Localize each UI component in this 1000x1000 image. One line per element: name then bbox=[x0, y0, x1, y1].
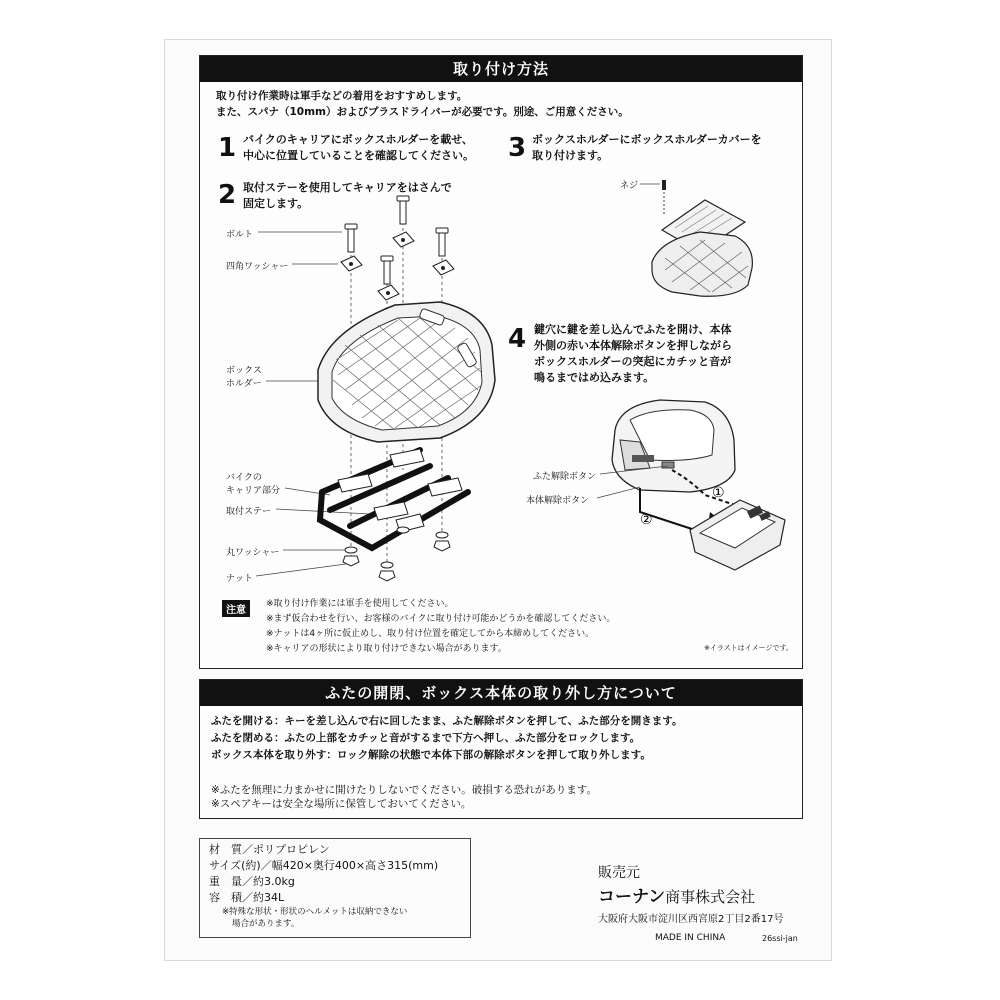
spec-weight: 重 量／約3.0kg bbox=[209, 875, 295, 888]
illustration-note: ※イラストはイメージです。 bbox=[704, 644, 793, 652]
section2-note-2: ※スペアキーは安全な場所に保管しておいてください。 bbox=[211, 798, 472, 810]
section2-note-1: ※ふたを無理に力まかせに開けたりしないでください。破損する恐れがあります。 bbox=[211, 784, 597, 796]
company-name bbox=[598, 887, 755, 907]
lid-and-removal-title: ふたの開閉、ボックス本体の取り外し方について bbox=[200, 680, 802, 706]
label-box-holder-1: ボックス bbox=[226, 366, 262, 376]
spec-material: 材 質／ポリプロピレン bbox=[209, 843, 330, 856]
label-round-washer: 丸ワッシャー bbox=[226, 548, 280, 558]
spec-volume: 容 積／約34L bbox=[209, 891, 285, 904]
caution-line-4: ※キャリアの形状により取り付けできない場合があります。 bbox=[266, 644, 507, 654]
step-4-line-2: 外側の赤い本体解除ボタンを押しながら bbox=[534, 339, 732, 352]
step-4-number: 4 bbox=[508, 324, 527, 354]
spec-note-1: ※特殊な形状・形状のヘルメットは収納できない bbox=[222, 907, 408, 917]
label-square-washer: 四角ワッシャー bbox=[226, 262, 289, 272]
spec-size: サイズ(約)／幅420×奥行400×高さ315(mm) bbox=[209, 859, 439, 872]
step-3-line-2: 取り付けます。 bbox=[532, 149, 609, 162]
open-lid-line: ふたを開ける：キーを差し込んで右に回したまま、ふた解除ボタンを押して、ふた部分を開きます。 bbox=[211, 715, 683, 727]
seller-label: 販売元 bbox=[598, 865, 640, 881]
made-in-label: MADE IN CHINA bbox=[655, 933, 726, 943]
step-1-number: 1 bbox=[218, 133, 237, 163]
step-4-line-3: ボックスホルダーの突起にカチッと音が bbox=[534, 355, 732, 368]
step-3-number: 3 bbox=[508, 133, 527, 163]
installation-title: 取り付け方法 bbox=[200, 56, 802, 82]
label-stay: 取付ステー bbox=[226, 507, 271, 517]
step-4-line-1: 鍵穴に鍵を差し込んでふたを開け、本体 bbox=[534, 323, 732, 336]
step-3-line-1: ボックスホルダーにボックスホルダーカバーを bbox=[532, 133, 762, 146]
step-1-line-1: バイクのキャリアにボックスホルダーを載せ、 bbox=[243, 133, 473, 146]
label-nut: ナット bbox=[226, 574, 253, 584]
company-address: 大阪府大阪市淀川区西宮原2丁目2番17号 bbox=[598, 914, 784, 925]
step-4-line-4: 鳴るまではめ込みます。 bbox=[534, 371, 655, 384]
label-body-release-button: 本体解除ボタン bbox=[526, 496, 590, 506]
label-bolt: ボルト bbox=[226, 230, 254, 240]
label-carrier-1: バイクの bbox=[226, 473, 262, 483]
label-screw: ネジ bbox=[620, 181, 639, 191]
caution-line-1: ※取り付け作業には軍手を使用してください。 bbox=[266, 599, 454, 609]
intro-line-2: また、スパナ（10mm）およびプラスドライバーが必要です。別途、ご用意ください。 bbox=[216, 106, 629, 118]
intro-line-1: 取り付け作業時は軍手などの着用をおすすめします。 bbox=[216, 90, 468, 102]
label-lid-release-button: ふた解除ボタン bbox=[533, 472, 597, 482]
step-2-line-1: 取付ステーを使用してキャリアをはさんで bbox=[243, 181, 452, 194]
remove-body-line: ボックス本体を取り外す：ロック解除の状態で本体下部の解除ボタンを押して取り外します。 bbox=[211, 749, 651, 761]
step-2-line-2: 固定します。 bbox=[243, 197, 309, 210]
label-box-holder-2: ホルダー bbox=[226, 379, 262, 389]
caution-line-3: ※ナットは4ヶ所に仮止めし、取り付け位置を確定してから本締めしてください。 bbox=[266, 629, 595, 639]
step-2-number: 2 bbox=[218, 180, 237, 210]
company-name-rest: 商事株式会社 bbox=[665, 888, 756, 906]
company-name-bold: コーナン bbox=[598, 887, 666, 907]
close-lid-line: ふたを閉める：ふたの上部をカチッと音がするまで下方へ押し、ふた部分をロックします。 bbox=[211, 732, 641, 744]
label-carrier-2: キャリア部分 bbox=[226, 486, 281, 496]
step-1-line-2: 中心に位置していることを確認してください。 bbox=[243, 149, 474, 162]
caution-badge: 注意 bbox=[222, 600, 250, 617]
circle-1-label: ① bbox=[712, 485, 725, 501]
caution-line-2: ※まず仮合わせを行い、お客様のバイクに取り付け可能かどうかを確認してください。 bbox=[266, 614, 616, 624]
document-code: 26ssi-jan bbox=[762, 934, 798, 943]
spec-note-2: 場合があります。 bbox=[232, 919, 300, 929]
circle-2-label: ② bbox=[640, 512, 653, 528]
